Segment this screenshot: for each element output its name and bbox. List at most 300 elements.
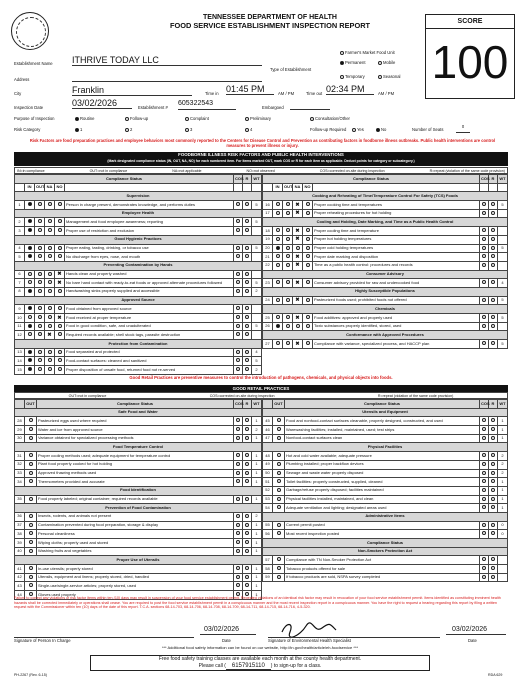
out-radio[interactable] <box>29 497 33 501</box>
type-of-establishment-label: Type of Establishment <box>270 67 312 72</box>
out-radio[interactable] <box>277 471 281 475</box>
repeat-radio[interactable] <box>245 219 249 223</box>
status-radio[interactable] <box>48 254 52 258</box>
status-radio[interactable] <box>58 289 62 293</box>
out-radio[interactable] <box>38 280 42 284</box>
status-radio[interactable] <box>58 350 62 354</box>
out-radio[interactable] <box>277 531 281 535</box>
repeat-radio[interactable] <box>491 254 495 258</box>
weight-cell: 1 <box>498 478 508 487</box>
cos-radio[interactable] <box>482 341 486 345</box>
out-radio[interactable] <box>286 298 290 302</box>
cos-radio[interactable] <box>236 332 240 336</box>
type-farmers-market[interactable]: Farmer's Market Food Unit <box>340 51 395 56</box>
purpose-consultation[interactable]: Consultation/Other <box>310 117 350 122</box>
out-radio[interactable] <box>277 523 281 527</box>
out-radio[interactable] <box>38 315 42 319</box>
status-mark[interactable] <box>28 228 32 232</box>
repeat-radio[interactable] <box>491 471 495 475</box>
cos-radio[interactable] <box>236 514 240 518</box>
status-radio[interactable] <box>58 358 62 362</box>
subcategory-label: Food Temperature Control <box>15 443 262 452</box>
type-mobile[interactable]: Mobile <box>378 61 395 66</box>
repeat-radio[interactable] <box>245 575 249 579</box>
status-radio[interactable] <box>306 263 310 267</box>
out-radio[interactable] <box>286 315 290 319</box>
status-mark[interactable]: ✖ <box>57 314 62 321</box>
cos-radio[interactable] <box>236 479 240 483</box>
cos-radio[interactable] <box>482 557 486 561</box>
repeat-radio[interactable] <box>245 332 249 336</box>
training-phone-suffix: ) to sign-up for a class. <box>270 663 322 669</box>
cos-radio[interactable] <box>482 575 486 579</box>
out-cell <box>273 469 285 478</box>
cos-radio[interactable] <box>482 531 486 535</box>
subcategory-label: Food Identification <box>15 486 262 495</box>
cos-radio[interactable] <box>236 575 240 579</box>
status-mark[interactable] <box>28 246 32 250</box>
cos-radio[interactable] <box>236 497 240 501</box>
table-row <box>263 504 508 513</box>
out-radio[interactable] <box>38 350 42 354</box>
out-radio[interactable] <box>286 263 290 267</box>
cos-radio[interactable] <box>236 350 240 354</box>
status-radio[interactable] <box>306 341 310 345</box>
repeat-radio[interactable] <box>491 531 495 535</box>
status-radio[interactable] <box>58 332 62 336</box>
repeat-radio[interactable] <box>491 488 495 492</box>
out-radio[interactable] <box>38 202 42 206</box>
cos-radio[interactable] <box>482 237 486 241</box>
cos-radio[interactable] <box>236 427 240 431</box>
cos-radio[interactable] <box>236 531 240 535</box>
status-radio[interactable] <box>306 324 310 328</box>
signature-specialist[interactable] <box>268 620 508 642</box>
out-radio[interactable] <box>277 462 281 466</box>
repeat-radio[interactable] <box>245 246 249 250</box>
repeat-cell <box>243 582 252 591</box>
repeat-radio[interactable] <box>491 211 495 215</box>
out-radio[interactable] <box>29 418 33 422</box>
out-radio[interactable] <box>277 453 281 457</box>
status-mark[interactable]: ✖ <box>295 253 300 260</box>
status-cell <box>35 314 45 323</box>
cos-radio[interactable] <box>482 488 486 492</box>
status-radio[interactable] <box>276 341 280 345</box>
repeat-radio[interactable] <box>245 497 249 501</box>
cos-radio[interactable] <box>482 418 486 422</box>
status-radio[interactable] <box>48 358 52 362</box>
status-radio[interactable] <box>48 367 52 371</box>
status-radio[interactable] <box>306 202 310 206</box>
out-cell <box>25 469 37 478</box>
out-radio[interactable] <box>277 427 281 431</box>
repeat-radio[interactable] <box>245 540 249 544</box>
status-radio[interactable] <box>58 202 62 206</box>
weight-cell <box>252 227 262 236</box>
status-mark[interactable]: ✖ <box>57 271 62 278</box>
repeat-radio[interactable] <box>491 566 495 570</box>
status-radio[interactable] <box>48 228 52 232</box>
status-mark[interactable]: ✖ <box>295 210 300 217</box>
status-mark[interactable]: ✖ <box>295 227 300 234</box>
repeat-radio[interactable] <box>245 566 249 570</box>
cos-radio[interactable] <box>482 246 486 250</box>
status-radio[interactable] <box>58 246 62 250</box>
repeat-radio[interactable] <box>245 427 249 431</box>
cos-radio[interactable] <box>236 289 240 293</box>
risk-1[interactable]: 1 <box>75 128 82 133</box>
out-radio[interactable] <box>286 228 290 232</box>
repeat-radio[interactable] <box>245 453 249 457</box>
status-cell <box>273 201 283 210</box>
status-radio[interactable] <box>296 324 300 328</box>
status-radio[interactable] <box>58 219 62 223</box>
status-radio[interactable] <box>48 324 52 328</box>
repeat-radio[interactable] <box>491 505 495 509</box>
status-mark[interactable]: ✖ <box>295 262 300 269</box>
out-radio[interactable] <box>286 341 290 345</box>
out-radio[interactable] <box>277 557 281 561</box>
out-radio[interactable] <box>29 531 33 535</box>
status-radio[interactable] <box>58 324 62 328</box>
repeat-radio[interactable] <box>491 436 495 440</box>
repeat-radio[interactable] <box>491 497 495 501</box>
out-radio[interactable] <box>38 228 42 232</box>
cos-radio[interactable] <box>482 462 486 466</box>
out-radio[interactable] <box>38 289 42 293</box>
out-radio[interactable] <box>29 462 33 466</box>
cos-radio[interactable] <box>236 246 240 250</box>
type-temporary[interactable]: Temporary <box>340 75 365 80</box>
compliance-status-header: Compliance Status <box>285 400 480 409</box>
status-mark[interactable]: ✖ <box>295 297 300 304</box>
repeat-radio[interactable] <box>491 479 495 483</box>
repeat-radio[interactable] <box>245 358 249 362</box>
status-radio[interactable] <box>296 246 300 250</box>
status-radio[interactable] <box>58 306 62 310</box>
repeat-radio[interactable] <box>245 272 249 276</box>
cos-radio[interactable] <box>482 280 486 284</box>
cos-radio[interactable] <box>482 436 486 440</box>
status-mark[interactable] <box>276 324 280 328</box>
cos-radio[interactable] <box>236 549 240 553</box>
out-radio[interactable] <box>29 436 33 440</box>
out-radio[interactable] <box>29 427 33 431</box>
status-radio[interactable] <box>28 332 32 336</box>
out-radio[interactable] <box>277 575 281 579</box>
status-mark[interactable]: ✖ <box>295 279 300 286</box>
status-radio[interactable] <box>276 237 280 241</box>
repeat-radio[interactable] <box>491 237 495 241</box>
repeat-radio[interactable] <box>245 202 249 206</box>
repeat-radio[interactable] <box>245 479 249 483</box>
repeat-cell <box>243 512 252 521</box>
repeat-radio[interactable] <box>245 462 249 466</box>
signature-person-in-charge[interactable] <box>14 620 259 642</box>
status-mark[interactable]: ✖ <box>47 331 52 338</box>
repeat-radio[interactable] <box>245 324 249 328</box>
out-radio[interactable] <box>29 540 33 544</box>
purpose-routine[interactable]: Routine <box>75 117 94 122</box>
status-radio[interactable] <box>48 246 52 250</box>
status-radio[interactable] <box>276 280 280 284</box>
cos-radio[interactable] <box>236 418 240 422</box>
out-radio[interactable] <box>38 219 42 223</box>
repeat-radio[interactable] <box>491 523 495 527</box>
repeat-radio[interactable] <box>491 202 495 206</box>
status-mark[interactable] <box>28 324 32 328</box>
repeat-radio[interactable] <box>245 418 249 422</box>
item-number: 46 <box>263 426 273 435</box>
status-mark[interactable] <box>28 358 32 362</box>
cos-radio[interactable] <box>482 427 486 431</box>
cos-radio[interactable] <box>236 306 240 310</box>
out-radio[interactable] <box>29 453 33 457</box>
status-mark[interactable] <box>28 306 32 310</box>
repeat-radio[interactable] <box>491 228 495 232</box>
status-mark[interactable] <box>28 289 32 293</box>
status-radio[interactable] <box>48 315 52 319</box>
item-number: 5 <box>15 253 25 262</box>
status-cell <box>45 322 55 331</box>
cos-radio[interactable] <box>236 228 240 232</box>
cos-radio[interactable] <box>236 367 240 371</box>
repeat-radio[interactable] <box>491 341 495 345</box>
out-radio[interactable] <box>29 549 33 553</box>
out-radio[interactable] <box>38 246 42 250</box>
repeat-radio[interactable] <box>245 531 249 535</box>
status-radio[interactable] <box>28 280 32 284</box>
out-radio[interactable] <box>38 272 42 276</box>
out-radio[interactable] <box>29 479 33 483</box>
repeat-radio[interactable] <box>491 246 495 250</box>
status-radio[interactable] <box>28 272 32 276</box>
cos-radio[interactable] <box>482 497 486 501</box>
repeat-radio[interactable] <box>245 583 249 587</box>
status-radio[interactable] <box>276 202 280 206</box>
out-radio[interactable] <box>277 488 281 492</box>
status-cell <box>35 253 45 262</box>
cos-radio[interactable] <box>482 263 486 267</box>
type-permanent[interactable]: Permanent <box>340 61 365 66</box>
item-number: 54 <box>263 504 273 513</box>
risk-3[interactable]: 3 <box>185 128 192 133</box>
status-radio[interactable] <box>58 228 62 232</box>
repeat-radio[interactable] <box>245 436 249 440</box>
repeat-radio[interactable] <box>245 549 249 553</box>
status-radio[interactable] <box>28 315 32 319</box>
status-radio[interactable] <box>48 289 52 293</box>
status-radio[interactable] <box>276 263 280 267</box>
repeat-radio[interactable] <box>491 298 495 302</box>
cos-radio[interactable] <box>236 280 240 284</box>
status-radio[interactable] <box>306 211 310 215</box>
status-mark[interactable] <box>276 246 280 250</box>
status-radio[interactable] <box>276 254 280 258</box>
status-mark[interactable] <box>28 367 32 371</box>
out-radio[interactable] <box>277 505 281 509</box>
good-retail-note: Good Retail Practices are preventive measures to control the introduction of pathogens, chemicals, and physical objects into foods. <box>129 375 393 380</box>
out-radio[interactable] <box>29 471 33 475</box>
repeat-radio[interactable] <box>491 324 495 328</box>
repeat-radio[interactable] <box>245 306 249 310</box>
status-cell <box>25 270 35 279</box>
repeat-radio[interactable] <box>491 575 495 579</box>
status-radio[interactable] <box>276 298 280 302</box>
out-radio[interactable] <box>277 436 281 440</box>
cos-radio[interactable] <box>236 540 240 544</box>
out-radio[interactable] <box>29 523 33 527</box>
repeat-radio[interactable] <box>245 367 249 371</box>
repeat-radio[interactable] <box>245 523 249 527</box>
risk-4[interactable]: 4 <box>245 128 252 133</box>
out-radio[interactable] <box>286 211 290 215</box>
cos-radio[interactable] <box>482 566 486 570</box>
repeat-radio[interactable] <box>491 557 495 561</box>
cos-radio[interactable] <box>482 211 486 215</box>
out-radio[interactable] <box>277 479 281 483</box>
out-radio[interactable] <box>286 254 290 258</box>
repeat-radio[interactable] <box>491 315 495 319</box>
status-radio[interactable] <box>306 246 310 250</box>
weight-cell <box>498 573 508 582</box>
cos-radio[interactable] <box>482 298 486 302</box>
out-radio[interactable] <box>286 280 290 284</box>
repeat-radio[interactable] <box>491 462 495 466</box>
out-radio[interactable] <box>29 514 33 518</box>
cos-radio[interactable] <box>482 479 486 483</box>
out-radio[interactable] <box>38 367 42 371</box>
status-radio[interactable] <box>48 350 52 354</box>
status-radio[interactable] <box>48 272 52 276</box>
repeat-radio[interactable] <box>491 418 495 422</box>
cos-radio[interactable] <box>482 202 486 206</box>
subcategory-label: Approved Source <box>15 296 262 305</box>
cos-radio[interactable] <box>236 453 240 457</box>
out-radio[interactable] <box>38 306 42 310</box>
status-mark[interactable] <box>28 350 32 354</box>
status-mark[interactable] <box>28 219 32 223</box>
status-mark[interactable]: ✖ <box>295 340 300 347</box>
status-cell <box>303 253 313 262</box>
repeat-radio[interactable] <box>245 350 249 354</box>
repeat-radio[interactable] <box>245 254 249 258</box>
out-radio[interactable] <box>277 497 281 501</box>
status-radio[interactable] <box>48 219 52 223</box>
repeat-radio[interactable] <box>245 228 249 232</box>
cos-radio[interactable] <box>482 505 486 509</box>
purpose-preliminary[interactable]: Preliminary <box>245 117 271 122</box>
out-radio[interactable] <box>38 324 42 328</box>
cos-radio[interactable] <box>236 583 240 587</box>
status-radio[interactable] <box>48 202 52 206</box>
repeat-radio[interactable] <box>491 427 495 431</box>
cos-radio[interactable] <box>236 471 240 475</box>
status-radio[interactable] <box>306 315 310 319</box>
repeat-radio[interactable] <box>245 289 249 293</box>
out-radio[interactable] <box>38 254 42 258</box>
status-radio[interactable] <box>306 237 310 241</box>
repeat-radio[interactable] <box>491 453 495 457</box>
cos-radio[interactable] <box>482 523 486 527</box>
out-radio[interactable] <box>277 566 281 570</box>
repeat-radio[interactable] <box>491 263 495 267</box>
cos-radio[interactable] <box>482 471 486 475</box>
status-radio[interactable] <box>306 298 310 302</box>
status-mark[interactable]: ✖ <box>57 279 62 286</box>
status-radio[interactable] <box>48 306 52 310</box>
cos-radio[interactable] <box>236 462 240 466</box>
status-mark[interactable]: ✖ <box>295 236 300 243</box>
status-radio[interactable] <box>306 280 310 284</box>
purpose-followup[interactable]: Follow-up <box>125 117 148 122</box>
out-radio[interactable] <box>29 583 33 587</box>
cos-radio[interactable] <box>236 566 240 570</box>
repeat-radio[interactable] <box>245 280 249 284</box>
type-seasonal[interactable]: Seasonal <box>378 75 400 80</box>
out-radio[interactable] <box>286 237 290 241</box>
status-mark[interactable]: ✖ <box>295 201 300 208</box>
status-radio[interactable] <box>306 254 310 258</box>
status-mark[interactable] <box>28 254 32 258</box>
status-radio[interactable] <box>58 254 62 258</box>
out-radio[interactable] <box>29 566 33 570</box>
risk-2[interactable]: 2 <box>125 128 132 133</box>
out-radio[interactable] <box>38 358 42 362</box>
repeat-radio[interactable] <box>245 315 249 319</box>
cos-radio[interactable] <box>236 358 240 362</box>
repeat-radio[interactable] <box>245 471 249 475</box>
cos-radio[interactable] <box>482 254 486 258</box>
cos-radio[interactable] <box>236 315 240 319</box>
status-radio[interactable] <box>48 280 52 284</box>
cos-radio[interactable] <box>482 315 486 319</box>
cos-radio[interactable] <box>236 436 240 440</box>
out-radio[interactable] <box>29 575 33 579</box>
cos-radio[interactable] <box>236 254 240 258</box>
out-radio[interactable] <box>286 246 290 250</box>
repeat-radio[interactable] <box>245 514 249 518</box>
out-radio[interactable] <box>286 324 290 328</box>
followup-no[interactable]: No <box>376 128 386 133</box>
repeat-radio[interactable] <box>491 280 495 284</box>
legend-na: NA=not applicable <box>172 169 202 173</box>
cos-radio[interactable] <box>236 272 240 276</box>
out-radio[interactable] <box>277 418 281 422</box>
status-radio[interactable] <box>276 228 280 232</box>
cos-radio[interactable] <box>236 324 240 328</box>
weight-cell: 1 <box>498 495 508 504</box>
cos-radio[interactable] <box>236 219 240 223</box>
status-radio[interactable] <box>58 367 62 371</box>
purpose-complaint[interactable]: Complaint <box>185 117 209 122</box>
cos-radio[interactable] <box>482 228 486 232</box>
cos-radio[interactable] <box>482 453 486 457</box>
status-radio[interactable] <box>276 315 280 319</box>
cos-radio[interactable] <box>236 202 240 206</box>
status-mark[interactable] <box>28 202 32 206</box>
status-mark[interactable]: ✖ <box>295 314 300 321</box>
cos-radio[interactable] <box>236 523 240 527</box>
cos-radio[interactable] <box>482 324 486 328</box>
status-radio[interactable] <box>276 211 280 215</box>
repeat-cell <box>243 521 252 530</box>
followup-yes[interactable]: Yes <box>352 128 364 133</box>
out-radio[interactable] <box>286 202 290 206</box>
out-radio[interactable] <box>38 332 42 336</box>
status-radio[interactable] <box>306 228 310 232</box>
